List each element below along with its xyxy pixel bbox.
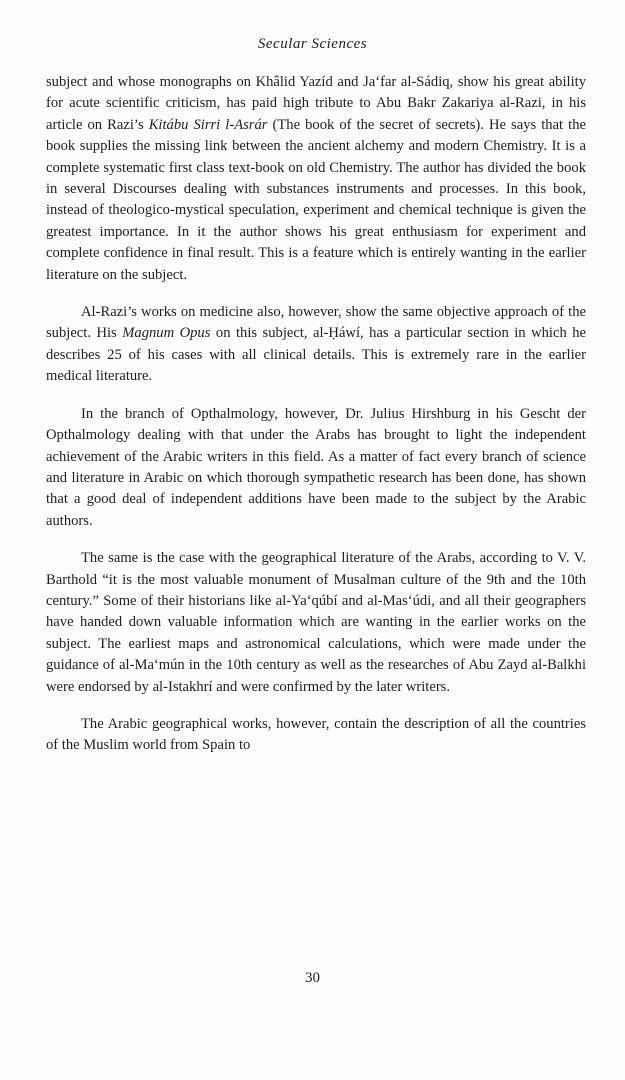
text-segment: Al-Razi’s works on medicine also, however, show the same objective approach of the subject. His: [46, 304, 586, 342]
book-title-italic: Kitábu Sirri l-Asrár: [148, 116, 268, 133]
paragraph-2: [46, 302, 586, 388]
paragraph-5: [46, 714, 586, 757]
paragraph-3: [46, 404, 586, 532]
text-segment: In the branch of Opthalmology, however, Dr. Julius Hirshburg in his Gescht der Opthalmology dealing with that under the Arabs has brought to light the independent achievement of the Arabic writers in this field. As a matter of fact every branch of science and literature in Arabic on which thorough sympathetic research has been done, has shown that a good deal of independent additions have been made to the subject by the Arabic authors.: [46, 405, 586, 529]
paragraph-4: [46, 548, 586, 698]
text-segment: The same is the case with the geographical literature of the Arabs, according to V. V. Barthold “it is the most valuable monument of Musalman culture of the 9th and the 10th century.” Some of their historians like al-Ya‘qúbí and al-Mas‘údi, and all their geographers have handed down valuable information which are wanting in the earlier works on the subject. The earliest maps and astronomical calculations, which were made under the guidance of al-Ma‘mún in the 10th century as well as the researches of Abu Zayd al-Balkhi were endorsed by al-Istakhrí and were confirmed by the later writers.: [46, 550, 586, 695]
text-segment: (The book of the secret of secrets). He says that the book supplies the missing link between the ancient alchemy and modern Chemistry. It is a complete systematic first class text-book on old Chemistry. The author has divided the book in several Discourses dealing with substances instruments and processes. In this book, instead of theologico-mystical speculation, experiment and chemical technique is given the greatest importance. In it the author shows his great enthusiasm for experiment and complete confidence in final result. This is a feature which is entirely wanting in the earlier literature on the subject.: [46, 116, 586, 283]
text-segment: on this subject, al-Ḥáwí, has a particular section in which he describes 25 of his cases with all clinical details. This is extremely rare in the earlier medical literature.: [46, 325, 586, 385]
magnum-opus-italic: Magnum Opus: [122, 325, 211, 342]
text-segment: The Arabic geographical works, however, contain the description of all the countries of the Muslim world from Spain to: [46, 715, 586, 754]
page-number: 30: [305, 970, 320, 986]
running-header: Secular Sciences: [257, 36, 368, 52]
text-segment: subject and whose monographs on Khâlid Yazíd and Ja‘far al-Sádiq, show his great ability for acute scientific criticism, has paid high tribute to Abu Bakr Zakariya al-Razi, in his article on Razi’s: [46, 74, 586, 133]
paragraph-1: [46, 72, 586, 286]
body-text: [46, 72, 586, 773]
